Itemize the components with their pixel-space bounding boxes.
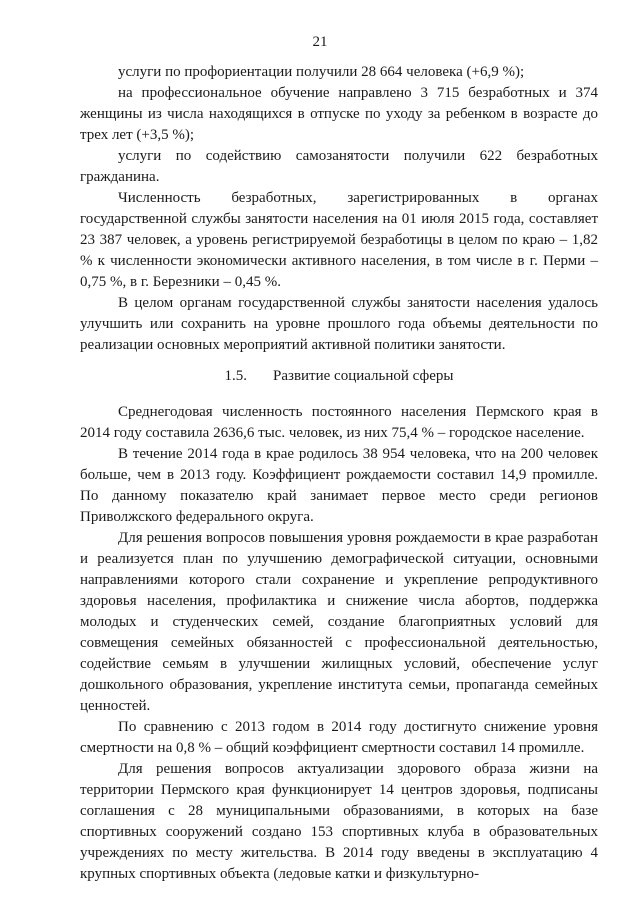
- paragraph: на профессиональное обучение направлено 3 715 безработных и 374 женщины из числа находящихся в отпуске по уходу за ребенком в возрасте до трех лет (+3,5 %);: [80, 85, 598, 143]
- paragraph: услуги по содействию самозанятости получили 622 безработных гражданина.: [80, 148, 598, 185]
- paragraph: По сравнению с 2013 годом в 2014 году достигнуто снижение уровня смертности на 0,8 % – общий коэффициент смертности составил 14 промилле.: [80, 719, 598, 756]
- paragraph: Среднегодовая численность постоянного населения Пермского края в 2014 году составила 2636,6 тыс. человек, из них 75,4 % – городское население.: [80, 404, 598, 441]
- page-number: 21: [312, 34, 328, 50]
- paragraph: Для решения вопросов повышения уровня рождаемости в крае разработан и реализуется план по улучшению демографической ситуации, основными направлениями которого стали сохранение и укрепление репродуктивного здоровья населения, профилактика и снижение числа абортов, поддержка молодых и студенческих семей, создание благоприятных условий для совмещения семейных обязанностей с профессиональной деятельностью, содействие семьям в улучшении жилищных условий, обеспечение услуг дошкольного образования, укрепление института семьи, пропаганда семейных ценностей.: [80, 530, 598, 714]
- paragraph: услуги по профориентации получили 28 664 человека (+6,9 %);: [118, 64, 525, 80]
- paragraph: В течение 2014 года в крае родилось 38 954 человека, что на 200 человек больше, чем в 2013 году. Коэффициент рождаемости составил 14,9 промилле. По данному показателю край занимает первое место среди регионов Приволжского федерального округа.: [80, 446, 598, 525]
- paragraph: Для решения вопросов актуализации здорового образа жизни на территории Пермского края функционирует 14 центров здоровья, подписаны соглашения с 28 муниципальными образованиями, в которых на базе спортивных сооружений создано 153 спортивных клуба в образовательных учреждениях по месту жительства. В 2014 году введены в эксплуатацию 4 крупных спортивных объекта (ледовые катки и физкультурно-: [80, 761, 598, 882]
- section-title: Развитие социальной сферы: [273, 368, 454, 384]
- document-body: [80, 62, 598, 885]
- paragraph: В целом органам государственной службы занятости населения удалось улучшить или сохранить на уровне прошлого года объемы деятельности по реализации основных мероприятий активной политики занятости.: [80, 295, 598, 353]
- section-number: 1.5.: [224, 368, 248, 384]
- section-heading: [80, 366, 598, 387]
- paragraph: Численность безработных, зарегистрированных в органах государственной службы занятости населения на 01 июля 2015 года, составляет 23 387 человек, а уровень регистрируемой безработицы в целом по краю – 1,82 % к численности экономически активного населения, в том числе в г. Перми – 0,75 %, в г. Березники – 0,45 %.: [80, 190, 598, 290]
